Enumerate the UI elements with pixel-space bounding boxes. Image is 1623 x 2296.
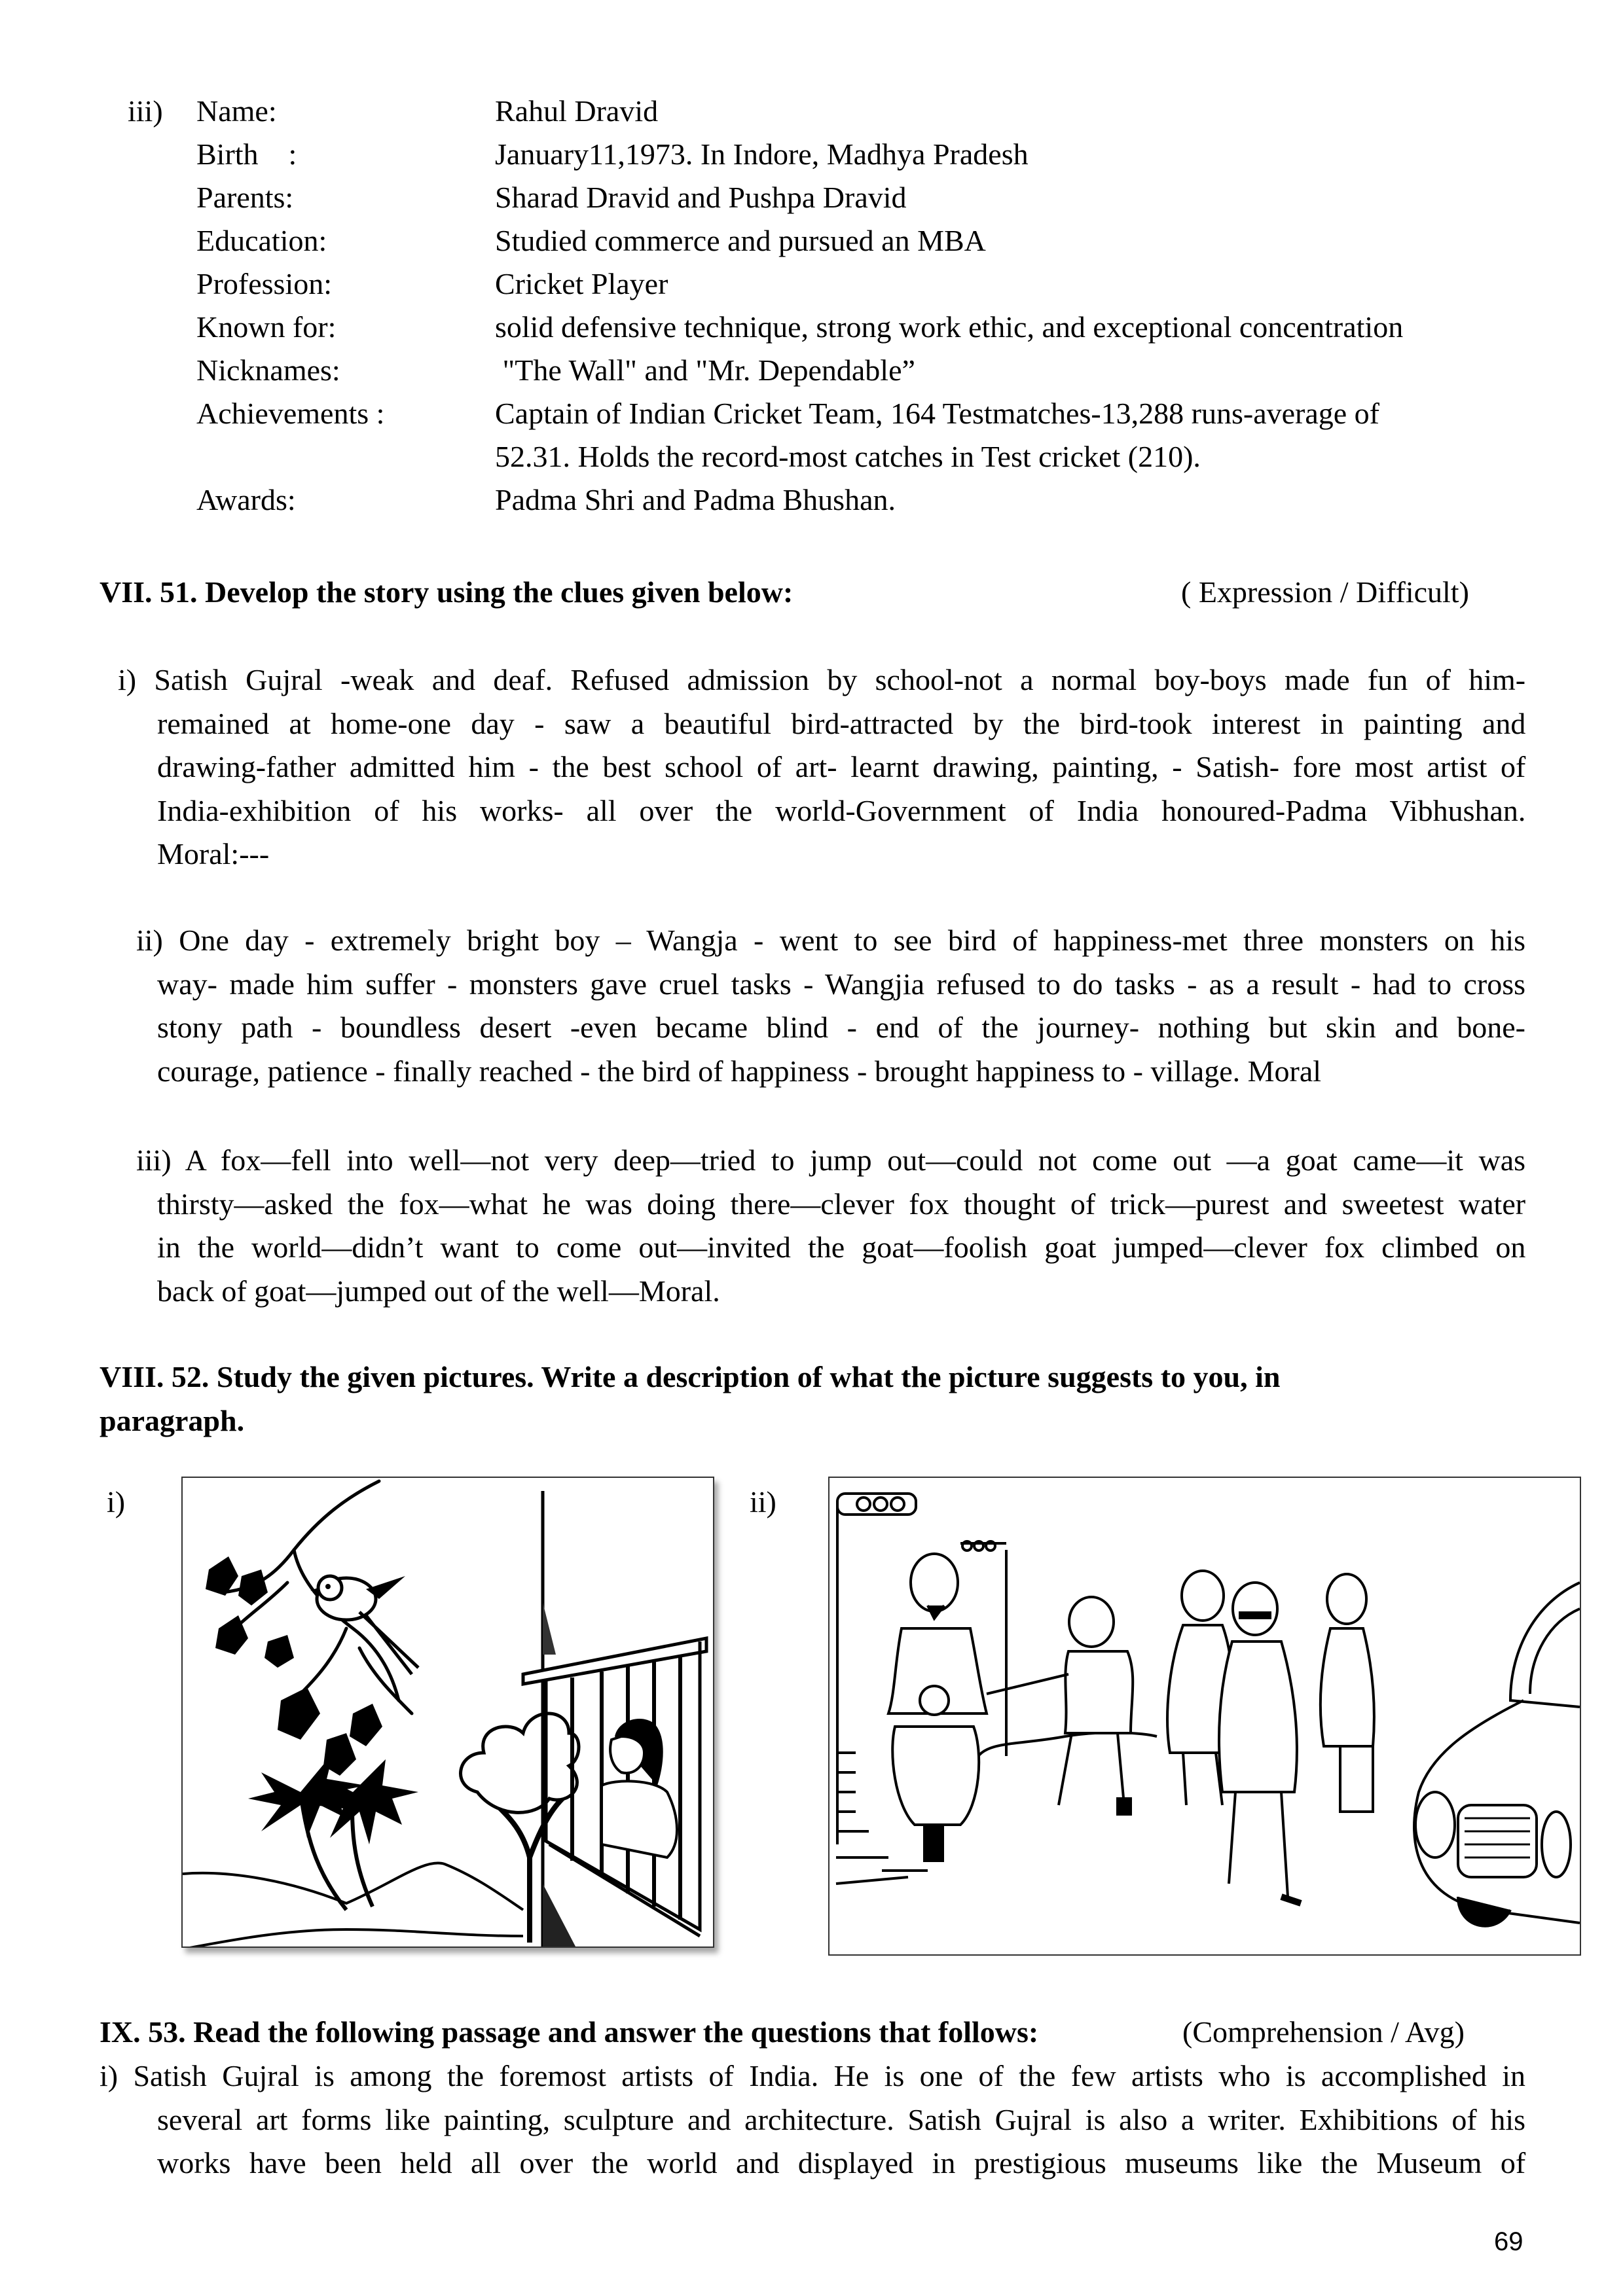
picture-1-girl-window-bird (181, 1477, 714, 1948)
section7-tag: ( Expression / Difficult) (1181, 575, 1469, 609)
profile-number: iii) (128, 94, 163, 128)
story-line: in the world—didn’t want to come out—invited the goat—foolish goat jumped—clever fox climbed on (157, 1230, 1526, 1264)
section8-heading-cont: paragraph. (100, 1404, 245, 1437)
story-line: remained at home-one day - saw a beautiful bird-attracted by the bird-took interest in painting and (157, 706, 1526, 740)
picture-2-label: ii) (750, 1485, 776, 1518)
profile-label-profession: Profession: (196, 267, 332, 300)
story-line: thirsty—asked the fox—what he was doing there—clever fox thought of trick—purest and sweetest water (157, 1187, 1526, 1221)
boy-pointing (987, 1597, 1133, 1814)
car (1414, 1583, 1580, 1926)
story-line: ii) One day - extremely bright boy – Wangja - went to see bird of happiness-met three monsters on his (136, 924, 1525, 957)
profile-value-nicknames: "The Wall" and "Mr. Dependable” (495, 353, 915, 387)
profile-label-name: Name: (196, 94, 277, 128)
passage-line: i) Satish Gujral is among the foremost artists of India. He is one of the few artists who is accomplished in (100, 2059, 1525, 2092)
section9-heading: IX. 53. Read the following passage and answer the questions that follows: (100, 2015, 1039, 2049)
story-line: Moral:--- (157, 837, 270, 870)
picture-1-illustration (183, 1478, 713, 1946)
picture-1-label: i) (107, 1485, 126, 1518)
story-2 (136, 919, 1525, 1093)
story-3 (136, 1139, 1525, 1313)
hills (183, 1863, 523, 1946)
passage-line: works have been held all over the world and displayed in prestigious museums like the Museum of (157, 2146, 1526, 2179)
comprehension-passage (100, 2054, 1525, 2185)
profile-value-awards: Padma Shri and Padma Bhushan. (495, 483, 896, 516)
section8-heading: VIII. 52. Study the given pictures. Write a description of what the picture suggests to you, in (100, 1360, 1281, 1393)
story-line: India-exhibition of his works- all over the world-Government of India honoured-Padma Vibhushan. (157, 793, 1526, 827)
profile-label-awards: Awards: (196, 483, 296, 516)
page-number: 69 (1494, 2227, 1523, 2256)
profile-label-birth: Birth : (196, 137, 297, 171)
blind-man (1219, 1583, 1301, 1903)
profile-label-nicknames: Nicknames: (196, 353, 340, 387)
profile-value-parents: Sharad Dravid and Pushpa Dravid (495, 181, 907, 214)
man-with-bag (1321, 1574, 1374, 1812)
profile-value-birth: January11,1973. In Indore, Madhya Pradesh (495, 137, 1029, 171)
section7-heading: VII. 51. Develop the story using the clues given below: (100, 575, 793, 609)
profile-value-name: Rahul Dravid (495, 94, 659, 128)
story-line: stony path - boundless desert -even became blind - end of the journey- nothing but skin and bone- (157, 1011, 1525, 1044)
story-line: iii) A fox—fell into well—not very deep—tried to jump out—could not come out —a goat came—it was (136, 1143, 1526, 1177)
profile-value-education: Studied commerce and pursued an MBA (495, 224, 986, 257)
profile-value-achievements-cont: 52.31. Holds the record-most catches in Test cricket (210). (495, 440, 1201, 473)
girl (602, 1719, 677, 1857)
profile-label-achievements: Achievements : (196, 397, 385, 430)
story-line: i) Satish Gujral -weak and deaf. Refused admission by school-not a normal boy-boys made fun of him- (118, 663, 1526, 696)
section9-tag: (Comprehension / Avg) (1182, 2015, 1465, 2049)
profile-label-education: Education: (196, 224, 327, 257)
picture-2-road-crossing (828, 1477, 1581, 1956)
story-line: way- made him suffer - monsters gave cruel tasks - Wangjia refused to do tasks - as a result - had to cross (157, 967, 1525, 1001)
picture-2-illustration (830, 1478, 1580, 1954)
story-1 (118, 658, 1525, 876)
passage-line: several art forms like painting, sculpture and architecture. Satish Gujral is also a writer. Exhibitions of his (157, 2102, 1526, 2136)
story-line: courage, patience - finally reached - the bird of happiness - brought happiness to - village. Moral (157, 1054, 1322, 1088)
profile-value-profession: Cricket Player (495, 267, 668, 300)
man-on-scooter (888, 1554, 987, 1861)
story-line: back of goat—jumped out of the well—Moral. (157, 1274, 720, 1308)
profile-value-known-for: solid defensive technique, strong work ethic, and exceptional concentration (495, 310, 1404, 344)
profile-label-parents: Parents: (196, 181, 294, 214)
profile-value-achievements: Captain of Indian Cricket Team, 164 Testmatches-13,288 runs-average of (495, 397, 1380, 430)
profile-label-known-for: Known for: (196, 310, 337, 344)
story-line: drawing-father admitted him - the best school of art- learnt drawing, painting, - Satish- fore most artist of (157, 750, 1526, 783)
